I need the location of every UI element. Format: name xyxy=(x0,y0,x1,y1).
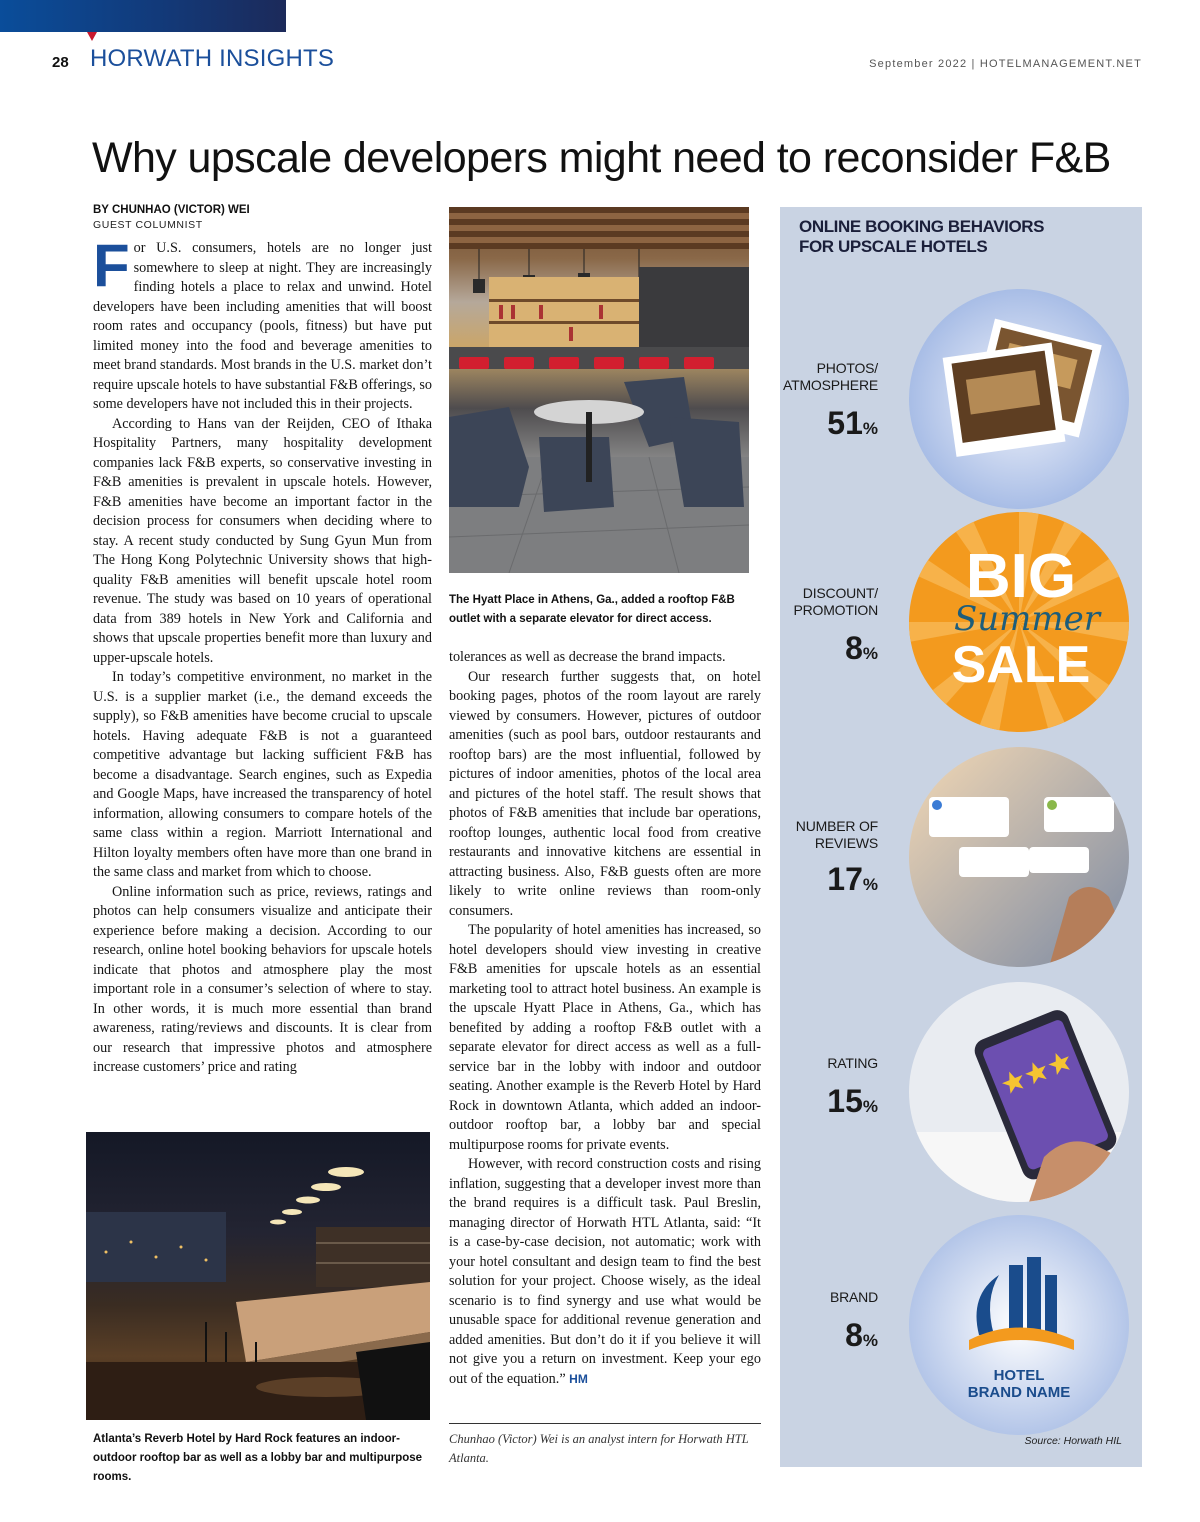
header-color-bar xyxy=(0,0,286,32)
stat-value-discount xyxy=(845,630,878,667)
stat-number: 51 xyxy=(827,405,863,441)
drop-cap: F xyxy=(93,232,130,299)
issue-date-and-site: September 2022 | HOTELMANAGEMENT.NET xyxy=(869,58,1142,70)
stat-label-line: PROMOTION xyxy=(793,602,878,618)
stat-number: 8 xyxy=(845,630,863,666)
stat-label-brand xyxy=(830,1289,878,1306)
infographic-panel xyxy=(780,207,1142,1467)
photo-prints-icon xyxy=(909,289,1129,509)
paragraph: Our research further suggests that, on hotel booking pages, photos of the room layout are rarely viewed by consumers. However, pictures of outdoor amenities (such as pool bars, outdoor restaurants and rooftop bars) are the most influential, followed by pictures of indoor amenities, photos of the local area and pictures of the hotel staff. The result shows that photos of F&B amenities that include bar operations, rooftop lounges, authentic local food from creative restaurants and innovative kitchens are essential in attracting business. Also, F&B guests often are more likely to write online reviews than room-only consumers. xyxy=(449,668,761,919)
stat-label-discount xyxy=(793,585,878,619)
paragraph: tolerances as well as decrease the brand impacts. xyxy=(449,649,726,665)
stat-value-rating xyxy=(827,1083,878,1120)
stat-number: 8 xyxy=(845,1317,863,1353)
stat-label-photos xyxy=(783,360,878,394)
stat-label-line: DISCOUNT/ xyxy=(802,585,878,601)
stat-value-reviews xyxy=(827,861,878,898)
paragraph: Online information such as price, reviews, ratings and photos can help consumers visualize and anticipate their experience before making a decision. According to our research, online hotel booking behaviors for upscale hotels indicate that photos and atmosphere play the most important role in a consumer’s selection of where to stay. In other words, it is much more essential than brand awareness, rating/reviews and discounts. It is clear from our research that impressive photos and atmosphere increase customers’ price and rating xyxy=(93,883,432,1075)
infographic-title-line: ONLINE BOOKING BEHAVIORS xyxy=(799,217,1045,236)
infographic-title-line: FOR UPSCALE HOTELS xyxy=(799,237,988,256)
stat-number: 15 xyxy=(827,1083,863,1119)
sale-sunburst-icon xyxy=(909,512,1129,732)
stat-label-line: NUMBER OF xyxy=(795,818,878,834)
stat-number: 17 xyxy=(827,861,863,897)
header-red-marker xyxy=(87,32,97,41)
sale-big-text: BIG xyxy=(965,542,1077,611)
author-role: GUEST COLUMNIST xyxy=(93,219,203,231)
stat-label-line: ATMOSPHERE xyxy=(783,377,878,393)
reverb-hotel-bar-photo xyxy=(86,1132,430,1420)
end-mark: HM xyxy=(569,1371,588,1386)
hyatt-photo-caption: The Hyatt Place in Athens, Ga., added a rooftop F&B outlet with a separate elevator for direct access. xyxy=(449,594,735,625)
paragraph xyxy=(449,1155,761,1389)
logo-text-hotel: HOTEL xyxy=(993,1367,1045,1384)
paragraph-text: or U.S. consumers, hotels are no longer just somewhere to sleep at night. They are increasingly finding hotels a place to relax and unwind. Hotel developers have been including amenities that will boost room rates and occupancy (pools, fitness) but have put limited money into the food and beverage amenities to meet brand standards. Most brands in the U.S. market don’t require upscale hotels to have substantial F&B offerings, so some developers have not included this in their projects. xyxy=(93,240,432,412)
paragraph: The popularity of hotel amenities has increased, so hotel developers should view investing in creative F&B amenities for upscale hotels as an essential marketing tool to attract hotel business. An example is the upscale Hyatt Place in Athens, Ga., which has benefited by adding a rooftop F&B outlet with a separate elevator for direct access as well as a full-service bar in the lobby with indoor and outdoor seating. Another example is the Reverb Hotel by Hard Rock in downtown Atlanta, which added an indoor-outdoor rooftop bar, a lobby bar and special multipurpose rooms for private events. xyxy=(449,922,761,1153)
phone-reviews-icon xyxy=(909,747,1129,967)
paragraph: According to Hans van der Reijden, CEO of Ithaka Hospitality Partners, many hospitality development companies lack F&B experts, so conservative investing in F&B amenities is prevalent in upscale hotels. However, F&B amenities have become an important factor in the decision process for consumers when deciding where to stay. A recent study conducted by Sung Gyun Mun from The Hong Kong Polytechnic University shows that high-quality F&B amenities will benefit upscale hotel room revenue. The study was based on 10 years of operational data from 389 hotels in New York and California and shows that upscale properties benefit more than luxury and upper-upscale hotels. xyxy=(93,415,432,666)
infographic-source: Source: Horwath HIL xyxy=(1024,1435,1122,1447)
stat-label-line: RATING xyxy=(827,1055,878,1071)
paragraph: In today’s competitive environment, no market in the U.S. is a supplier market (i.e., the demand exceeds the supply), so F&B amenities have become crucial to upscale hotels. Having adequate F&B is not a guaranteed competitive advantage but lacking sufficient F&B has become a disadvantage. Search engines, such as Expedia and Google Maps, have increased the transparency of hotel information, allowing consumers to compare hotels of the same class within a region. Marriott International and Hilton loyalty members often have more than one brand in the same class and market from which to choose. xyxy=(93,669,432,880)
author-bio: Chunhao (Victor) Wei is an analyst intern for Horwath HTL Atlanta. xyxy=(449,1432,749,1465)
sale-sale-text: SALE xyxy=(951,636,1091,694)
phone-stars-icon xyxy=(909,982,1129,1202)
article-column-2 xyxy=(449,648,761,1389)
bio-divider xyxy=(449,1423,761,1424)
stat-value-brand xyxy=(845,1317,878,1354)
sale-summer-text: Summer xyxy=(953,599,1101,639)
logo-text-brand-name: BRAND NAME xyxy=(967,1384,1071,1401)
summer-sale-circle-image xyxy=(909,512,1129,732)
paragraph xyxy=(93,232,432,415)
stat-label-line: REVIEWS xyxy=(814,835,878,851)
stat-unit: % xyxy=(862,1097,878,1116)
stat-unit: % xyxy=(862,875,878,894)
brand-circle-image xyxy=(909,1215,1129,1435)
page-number: 28 xyxy=(52,54,69,71)
hotel-logo-icon xyxy=(909,1215,1129,1435)
reviews-circle-image xyxy=(909,747,1129,967)
section-title: HORWATH INSIGHTS xyxy=(90,45,335,72)
article-headline: Why upscale developers might need to reconsider F&B xyxy=(92,134,1111,182)
rating-circle-image xyxy=(909,982,1129,1202)
stat-label-line: PHOTOS/ xyxy=(816,360,878,376)
stat-label-reviews xyxy=(796,818,878,852)
stat-label-rating xyxy=(827,1055,878,1072)
rooftop-bar-illustration xyxy=(86,1132,430,1420)
hyatt-place-bar-photo xyxy=(449,207,749,573)
stat-label-line: BRAND xyxy=(829,1289,878,1305)
photos-circle-image xyxy=(909,289,1129,509)
bar-interior-illustration xyxy=(449,207,749,573)
article-column-1 xyxy=(93,232,432,1078)
infographic-title xyxy=(799,217,1059,257)
stat-value-photos xyxy=(827,405,878,442)
stat-unit: % xyxy=(862,644,878,663)
paragraph-text: However, with record construction costs and rising inflation, suggesting that a developer invest more than the brand requires is a difficult task. Paul Breslin, managing director of Horwath HTL Atlanta, said: “It is a case-by-case decision, not automatic; work with your hotel consultant and design team to find the best solution for your project. Choose wisely, as the ideal scenario is to find synergy and use what would be unusable space for additional revenue generation and added amenities. But don’t do it if you believe it will not give you a return on investment. Keep your ego out of the equation.” xyxy=(449,1156,761,1387)
author-byline: BY CHUNHAO (VICTOR) WEI xyxy=(93,204,250,216)
stat-unit: % xyxy=(862,419,878,438)
reverb-photo-caption: Atlanta’s Reverb Hotel by Hard Rock features an indoor-outdoor rooftop bar as well as a lobby bar and multipurpose rooms. xyxy=(93,1433,423,1483)
stat-unit: % xyxy=(862,1331,878,1350)
